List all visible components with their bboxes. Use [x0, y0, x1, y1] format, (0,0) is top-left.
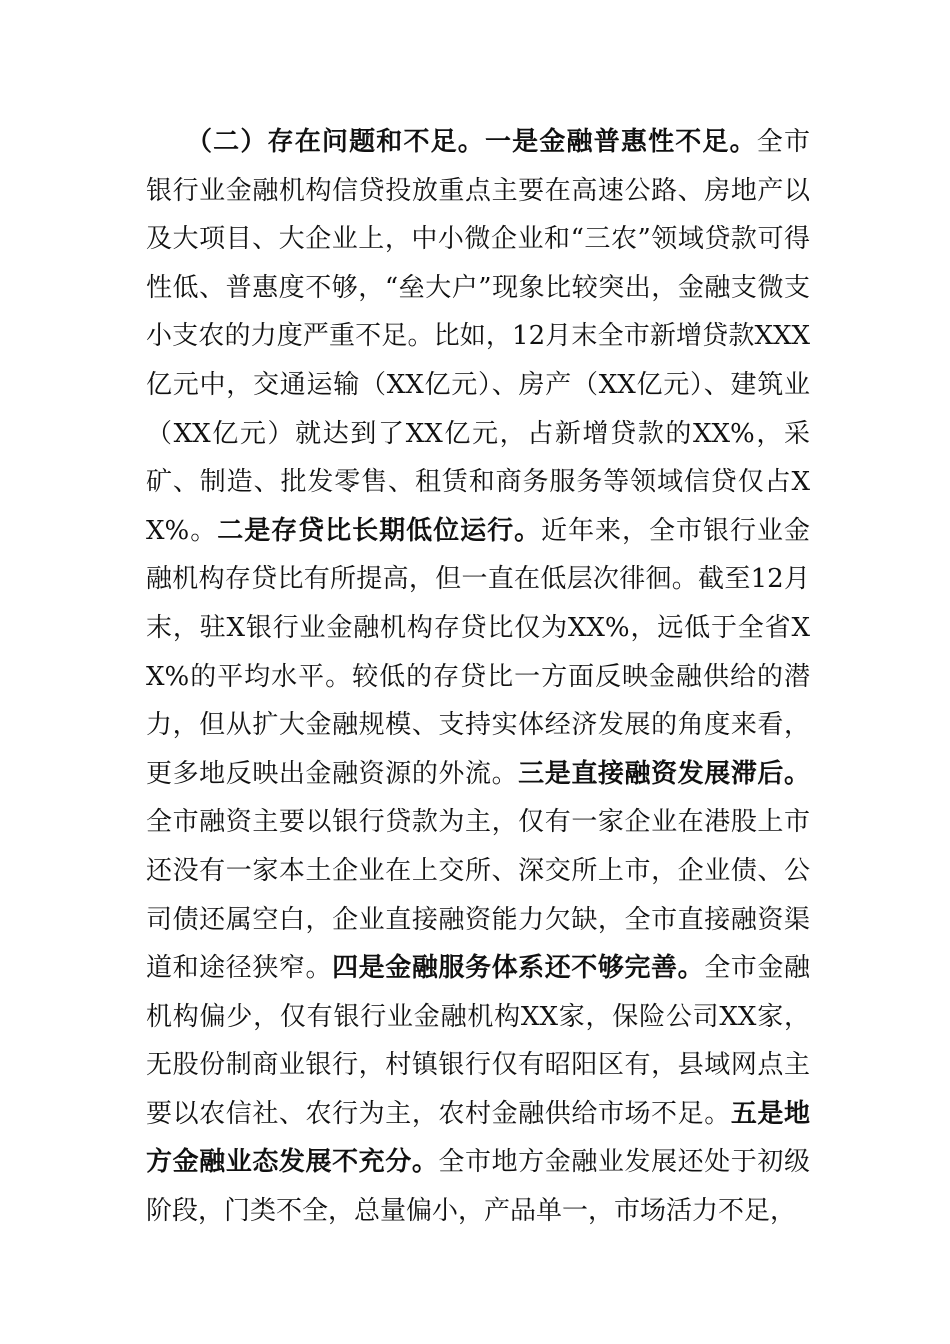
- section-heading: （二）存在问题和不足。: [186, 127, 485, 157]
- point-text-5: 全市地方金融业发展还处于初级阶段，门类不全，总量偏小，产品单一，市场活力不足，: [146, 1147, 810, 1227]
- point-text-2: 近年来，全市银行业金融机构存贷比有所提高，但一直在低层次徘徊。截至12月末，驻X银行业金融机构存贷比仅为XX%，远低于全省XX%的平均水平。较低的存贷比一方面反映金融供给的潜力，但从扩大金融规模、支持实体经济发展的角度来看，更多地反映出金融资源的外流。: [146, 515, 810, 789]
- point-text-1: 全市银行业金融机构信贷投放重点主要在高速公路、房地产以及大项目、大企业上，中小微企业和“三农”领域贷款可得性低、普惠度不够，“垒大户”现象比较突出，金融支微支小支农的力度严重不足。比如，12月末全市新增贷款XXX亿元中，交通运输（XX亿元）、房产（XX亿元）、建筑业（XX亿元）就达到了XX亿元，占新增贷款的XX%，采矿、制造、批发零售、租赁和商务服务等领域信贷仅占XX%。: [146, 127, 810, 546]
- body-paragraph: [146, 118, 810, 1236]
- point-heading-2: 二是存贷比长期低位运行。: [217, 515, 542, 546]
- point-text-3: 全市融资主要以银行贷款为主，仅有一家企业在港股上市还没有一家本土企业在上交所、深交所上市，企业债、公司债还属空白，企业直接融资能力欠缺，全市直接融资渠道和途径狭窄。: [146, 807, 810, 984]
- point-heading-3: 三是直接融资发展滞后。: [518, 758, 810, 789]
- point-heading-4: 四是金融服务体系还不够完善。: [332, 953, 705, 984]
- point-heading-1: 一是金融普惠性不足。: [484, 127, 757, 157]
- point-heading-5: 五是地方金融业态发展不充分。: [146, 1098, 810, 1178]
- point-text-4: 全市金融机构偏少，仅有银行业金融机构XX家，保险公司XX家，无股份制商业银行，村镇银行仅有昭阳区有，县域网点主要以农信社、农行为主，农村金融供给市场不足。: [146, 953, 810, 1129]
